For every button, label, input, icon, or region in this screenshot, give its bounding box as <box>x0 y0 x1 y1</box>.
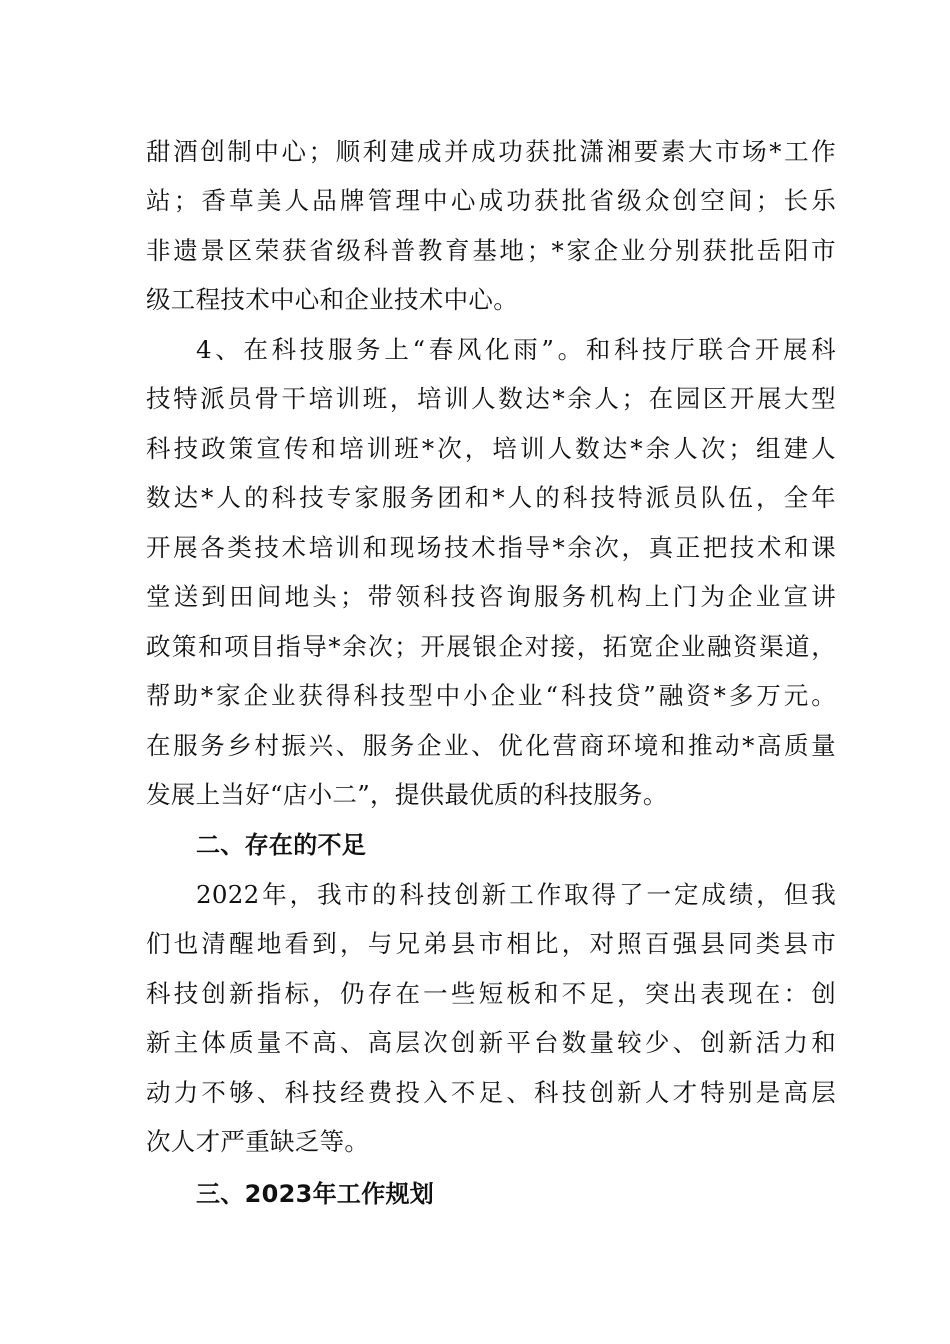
section-heading: 二、存在的不足 <box>196 831 367 859</box>
paragraph-first-line: 4、在科技服务上“春风化雨”。和科技厅联合开展科 <box>196 335 836 364</box>
text-line: 帮助*家企业获得科技型中小企业“科技贷”融资*多万元。 <box>146 681 836 710</box>
text-line: 技特派员骨干培训班，培训人数达*余人；在园区开展大型 <box>146 384 836 413</box>
text-line: 动力不够、科技经费投入不足、科技创新人才特别是高层 <box>146 1078 836 1107</box>
text-line: 科技创新指标，仍存在一些短板和不足，突出表现在：创 <box>146 979 836 1008</box>
text-line: 非遗景区荣获省级科普教育基地；*家企业分别获批岳阳市 <box>146 236 836 265</box>
text-line: 开展各类技术培训和现场技术指导*余次，真正把技术和课 <box>146 533 836 562</box>
text-line: 科技政策宣传和培训班*次，培训人数达*余人次；组建人 <box>146 434 836 463</box>
paragraph-first-line: 2022年，我市的科技创新工作取得了一定成绩，但我 <box>196 880 836 909</box>
text-line: 新主体质量不高、高层次创新平台数量较少、创新活力和 <box>146 1028 836 1057</box>
section-heading: 三、2023年工作规划 <box>196 1180 435 1208</box>
text-line: 数达*人的科技专家服务团和*人的科技特派员队伍，全年 <box>146 483 836 512</box>
text-line: 堂送到田间地头；带领科技咨询服务机构上门为企业宣讲 <box>146 582 836 611</box>
text-line: 发展上当好“店小二”，提供最优质的科技服务。 <box>146 780 668 809</box>
text-line: 政策和项目指导*余次；开展银企对接，拓宽企业融资渠道， <box>146 632 836 661</box>
text-line: 在服务乡村振兴、服务企业、优化营商环境和推动*高质量 <box>146 731 836 760</box>
text-line: 级工程技术中心和企业技术中心。 <box>146 285 518 314</box>
text-line: 站；香草美人品牌管理中心成功获批省级众创空间；长乐 <box>146 186 836 215</box>
text-line: 们也清醒地看到，与兄弟县市相比，对照百强县同类县市 <box>146 929 836 958</box>
text-line: 次人才严重缺乏等。 <box>146 1127 370 1156</box>
text-line: 甜酒创制中心；顺利建成并成功获批潇湘要素大市场*工作 <box>146 137 836 166</box>
